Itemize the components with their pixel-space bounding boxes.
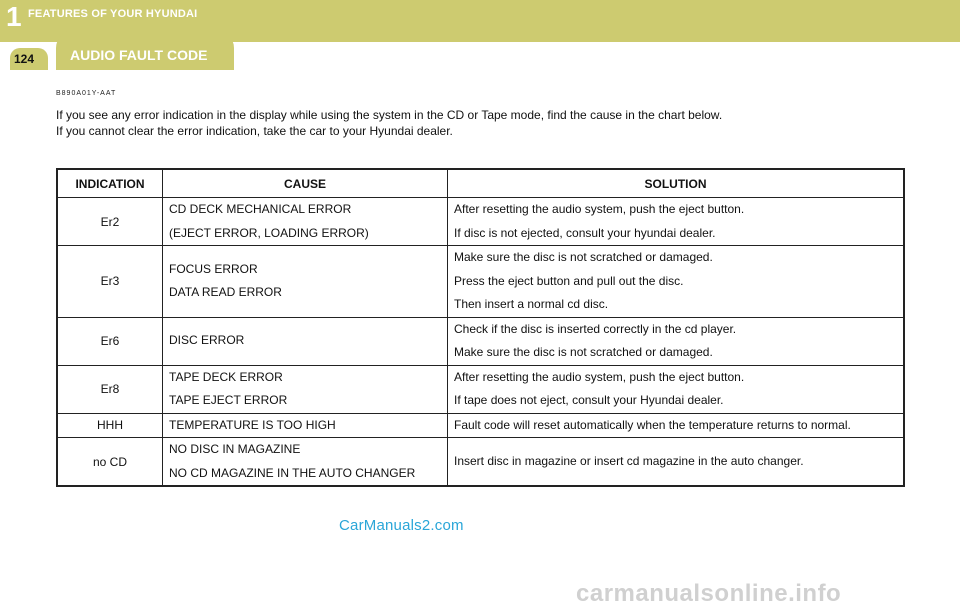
- header-indication: INDICATION: [57, 169, 163, 198]
- cause-line: FOCUS ERROR: [169, 261, 258, 276]
- solution-line: After resetting the audio system, push the eject button.: [454, 369, 745, 384]
- cause-line: DISC ERROR: [169, 333, 245, 348]
- cause-line: DATA READ ERROR: [169, 285, 282, 300]
- cause-cell: [163, 246, 448, 318]
- header-solution: SOLUTION: [448, 169, 905, 198]
- table-row: [57, 413, 904, 438]
- solution-line: After resetting the audio system, push the eject button.: [454, 202, 745, 216]
- cause-line: NO CD MAGAZINE IN THE AUTO CHANGER: [169, 465, 416, 480]
- intro-text: [56, 107, 916, 139]
- bottom-watermark: carmanualsonline.info: [576, 580, 842, 607]
- solution-line: Then insert a normal cd disc.: [454, 297, 609, 311]
- site-watermark-link[interactable]: CarManuals2.com: [339, 517, 464, 534]
- page-number: 124: [14, 52, 35, 66]
- chapter-title: FEATURES OF YOUR HYUNDAI: [28, 8, 198, 20]
- table-row: [57, 246, 904, 318]
- reference-code: B890A01Y-AAT: [56, 90, 117, 97]
- cause-line: TAPE EJECT ERROR: [169, 393, 288, 407]
- solution-line: Make sure the disc is not scratched or damaged.: [454, 345, 713, 359]
- solution-line: If tape does not eject, consult your Hyundai dealer.: [454, 393, 724, 407]
- cause-cell: [163, 438, 448, 487]
- cause-cell: [163, 413, 448, 438]
- solution-line: Make sure the disc is not scratched or damaged.: [454, 250, 713, 264]
- fault-code-table: [56, 168, 905, 487]
- section-title: AUDIO FAULT CODE: [70, 47, 208, 63]
- chapter-number: 1: [6, 1, 22, 32]
- table-row: [57, 365, 904, 413]
- cause-line: NO DISC IN MAGAZINE: [169, 442, 301, 456]
- solution-cell: [448, 198, 905, 246]
- intro-line-1: If you see any error indication in the display while using the system in the CD or Tape mode, find the cause in the chart below.: [56, 108, 723, 122]
- indication-cell: HHH: [57, 413, 163, 438]
- table-row: [57, 198, 904, 246]
- table-header-row: [57, 169, 904, 198]
- solution-line: Check if the disc is inserted correctly in the cd player.: [454, 321, 737, 336]
- cause-cell: [163, 317, 448, 365]
- cause-line: CD DECK MECHANICAL ERROR: [169, 202, 352, 216]
- solution-cell: [448, 246, 905, 318]
- indication-cell: Er3: [57, 246, 163, 318]
- header-cause: CAUSE: [163, 169, 448, 198]
- solution-cell: [448, 317, 905, 365]
- cause-line: (EJECT ERROR, LOADING ERROR): [169, 225, 369, 240]
- solution-line: Insert disc in magazine or insert cd magazine in the auto changer.: [454, 453, 804, 468]
- solution-cell: [448, 438, 905, 487]
- indication-cell: no CD: [57, 438, 163, 487]
- indication-cell: Er2: [57, 198, 163, 246]
- cause-line: TEMPERATURE IS TOO HIGH: [169, 417, 336, 432]
- table-row: [57, 317, 904, 365]
- indication-cell: Er6: [57, 317, 163, 365]
- cause-cell: [163, 365, 448, 413]
- intro-line-2: If you cannot clear the error indication, take the car to your Hyundai dealer.: [56, 124, 453, 138]
- cause-line: TAPE DECK ERROR: [169, 369, 283, 384]
- table-row: [57, 438, 904, 487]
- solution-line: Press the eject button and pull out the disc.: [454, 273, 684, 288]
- indication-cell: Er8: [57, 365, 163, 413]
- solution-cell: [448, 365, 905, 413]
- solution-cell: [448, 413, 905, 438]
- solution-line: Fault code will reset automatically when the temperature returns to normal.: [454, 417, 851, 432]
- cause-cell: [163, 198, 448, 246]
- solution-line: If disc is not ejected, consult your hyundai dealer.: [454, 225, 716, 240]
